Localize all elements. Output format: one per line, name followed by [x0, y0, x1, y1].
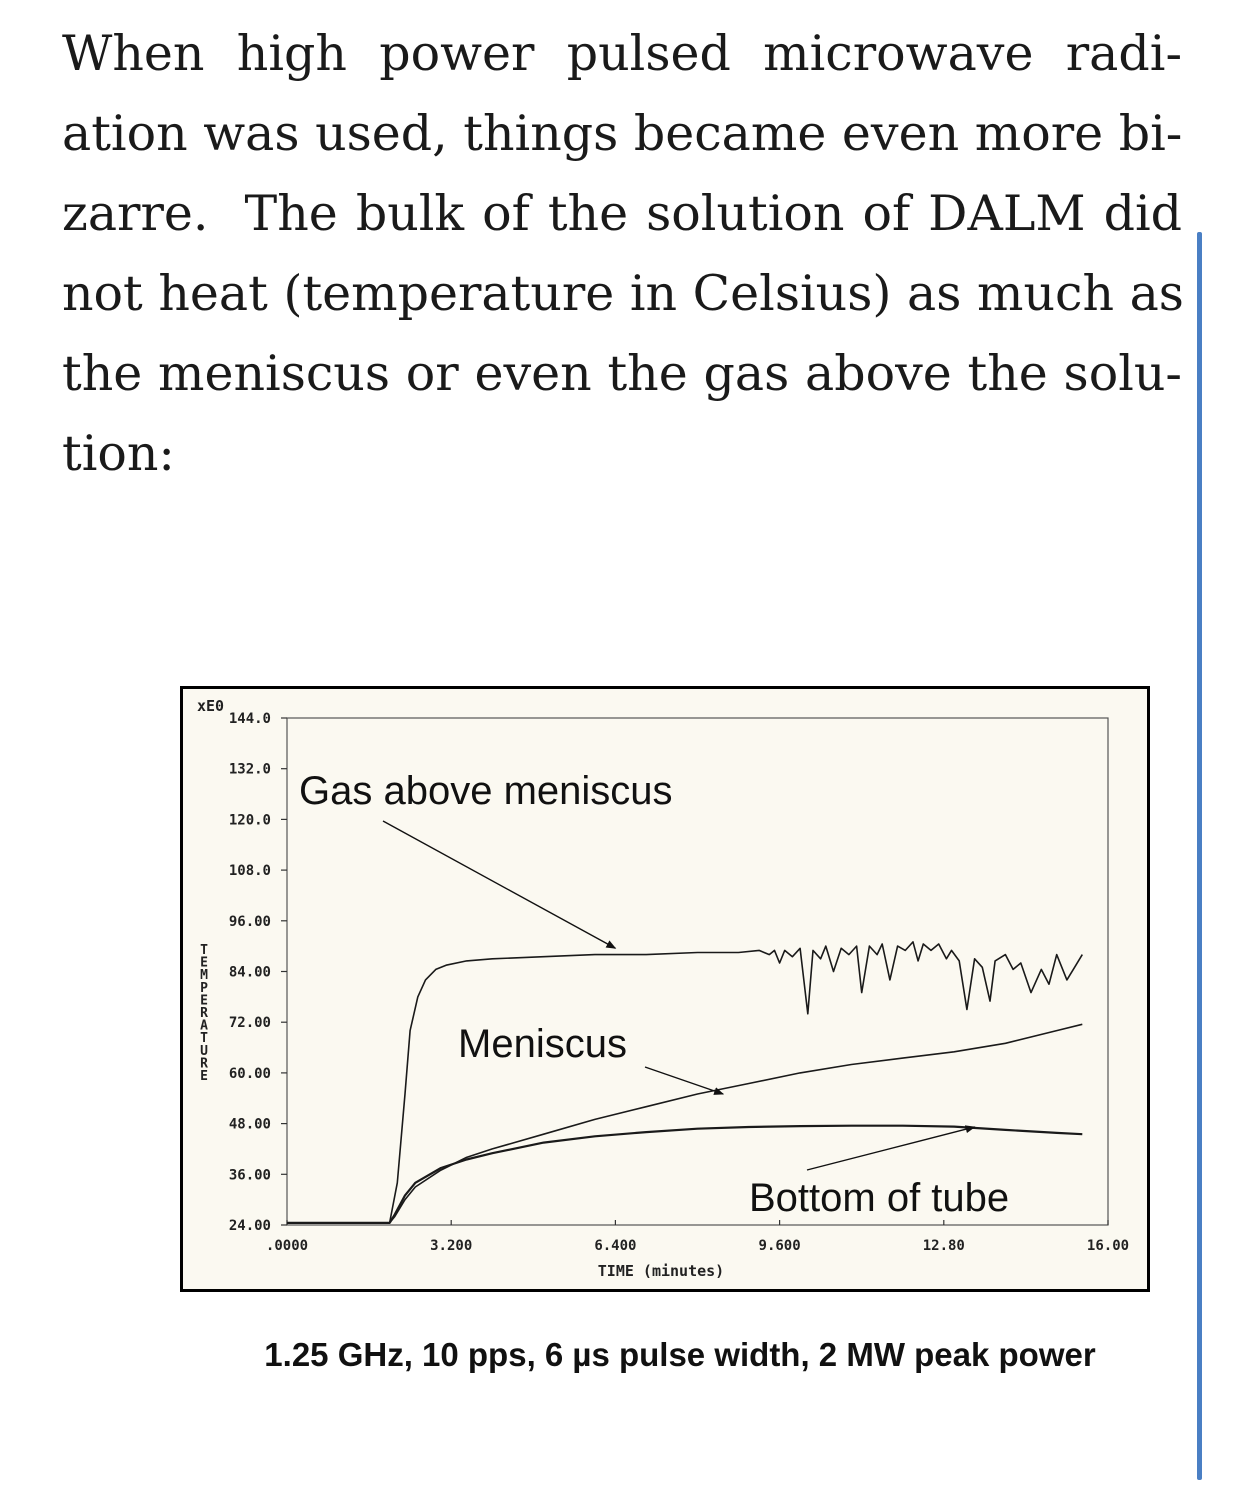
annotation-arrow-meniscus: [645, 1067, 723, 1094]
x-axis-label: TIME (minutes): [597, 1262, 725, 1280]
body-paragraph: [62, 14, 1182, 494]
x-tick-label: 6.400: [594, 1238, 637, 1254]
figure-caption: 1.25 GHz, 10 pps, 6 µs pulse width, 2 MW peak power: [264, 1336, 1096, 1373]
x-tick-label: 12.80: [922, 1238, 965, 1254]
scale-label: xE0: [197, 697, 225, 715]
y-tick-label: 108.0: [228, 863, 271, 880]
x-tick-label: 3.200: [430, 1238, 473, 1254]
annotation-label-meniscus: Meniscus: [458, 1022, 627, 1066]
paragraph-line-2: ation was used, things became even more bi-: [62, 105, 1183, 162]
y-tick-label: 84.00: [228, 964, 271, 981]
x-tick-label: 16.00: [1086, 1238, 1130, 1254]
annotation-label-gas-above-meniscus: Gas above meniscus: [299, 769, 673, 813]
annotation-arrow-bottom-of-tube: [807, 1127, 975, 1170]
paragraph-line-3: zarre. The bulk of the solution of DALM did: [62, 185, 1182, 242]
y-tick-label: 24.00: [228, 1218, 271, 1234]
y-tick-label: 60.00: [228, 1065, 271, 1082]
scrollbar[interactable]: [1197, 232, 1202, 1480]
y-tick-label: 48.00: [228, 1116, 271, 1133]
paragraph-line-4: not heat (temperature in Celsius) as much as: [62, 265, 1184, 322]
paragraph-line-5: the meniscus or even the gas above the solu-: [62, 345, 1182, 402]
y-axis-label: T E M P E R A T U R E: [200, 943, 208, 1084]
y-tick-label: 120.0: [228, 812, 271, 829]
y-tick-label: 132.0: [228, 761, 271, 778]
y-tick-label: 72.00: [228, 1015, 271, 1032]
y-tick-label: 144.0: [228, 711, 271, 727]
chart-svg: [183, 689, 1147, 1289]
x-tick-label: 9.600: [758, 1238, 801, 1254]
paragraph-line-6: tion:: [62, 425, 175, 482]
y-tick-label: 36.00: [228, 1167, 271, 1184]
annotation-arrow-gas-above-meniscus: [383, 821, 615, 948]
annotation-label-bottom-of-tube: Bottom of tube: [749, 1176, 1010, 1220]
y-tick-label: 96.00: [228, 913, 271, 930]
chart-figure: [180, 686, 1150, 1292]
paragraph-line-1: When high power pulsed microwave radi-: [62, 25, 1182, 82]
x-tick-label: .0000: [265, 1238, 309, 1254]
